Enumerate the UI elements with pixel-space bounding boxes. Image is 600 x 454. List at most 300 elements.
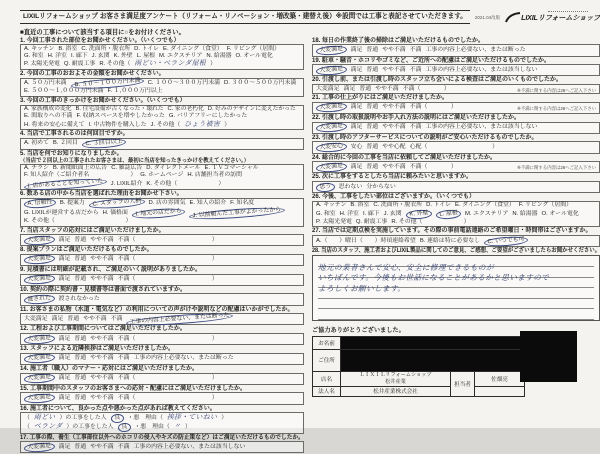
option-line	[24, 139, 300, 148]
corp-label: 法人名	[313, 386, 341, 396]
question-title: 28. 当店のスタッフ、施工者およびLIXIL製品に関してのご意見、ご感想、ご要望がございましたらお聞かせください。	[312, 248, 600, 255]
redaction-block	[520, 331, 577, 382]
circled-option: 工事の内容上必要ない、または断った	[126, 311, 234, 328]
answer-option: F. 知名度	[230, 200, 255, 207]
answer-option: H. 価格面	[102, 209, 128, 216]
form-instruction: ■直近の工事について該当する項目に○をお付けください。	[20, 28, 185, 36]
question-title: 24. 総合的に今回の工事を当店に依頼してご満足いただけましたか。	[312, 154, 497, 161]
answer-box	[20, 441, 304, 453]
answer-option: 不満	[409, 66, 422, 73]
question-21	[312, 95, 600, 114]
answer-option: L. 屋根	[136, 53, 155, 60]
answer-option: B. 連絡は特に必要なし	[419, 237, 481, 244]
answer-option: ）	[224, 121, 231, 128]
answer-option: A. ５０万円未満	[24, 80, 67, 87]
answer-box	[20, 313, 304, 325]
answer-option: やや不満	[90, 443, 114, 450]
circled-option: 良	[117, 423, 131, 433]
answer-option: D. ダイレクトメール	[146, 165, 201, 172]
answer-option: ）の工事をした人	[66, 423, 114, 430]
option-line	[24, 394, 300, 403]
answer-option: 満足	[58, 443, 71, 450]
answer-option: 満足	[350, 66, 363, 73]
question-3	[20, 98, 304, 130]
option-line	[316, 46, 596, 55]
question-title: 27. 当店では定期点検を実施しています。その際の事前電話連絡のご希望曜日・時間帯はございますか。	[312, 228, 592, 235]
question-13	[20, 346, 304, 365]
question-title: 13. スタッフによる近隣挨拶はご満足いただけましたか。	[20, 346, 175, 353]
name-value-redacted	[341, 336, 525, 349]
option-line	[24, 60, 300, 68]
answer-option: 普通	[74, 394, 87, 401]
option-line	[316, 66, 596, 75]
answer-box	[312, 122, 600, 134]
answer-option: （	[24, 423, 30, 430]
question-title: 22. 引渡し時の取扱説明やお手入れ方法の説明にはご満足いただけましたか。	[312, 115, 521, 122]
answer-option: 不満	[117, 355, 130, 362]
question-title: 15. 工事期間中のスタッフのお客さまへの応対・配慮にはご満足いただけましたか。	[20, 385, 247, 392]
answer-option: 不満（ ）	[117, 375, 218, 382]
question-title: 19. 駐車・騒音・ホコリやゴミなど、ご近所への配慮はご満足いただけるものでしたか。	[312, 57, 551, 64]
question-title: 8. 提案プランはご満足いただけるものでしたか。	[20, 247, 153, 254]
answer-option: やや不満	[83, 315, 107, 322]
option-line	[24, 113, 300, 120]
answer-box	[20, 412, 304, 433]
circled-option: 大変満足	[24, 254, 55, 265]
answer-option: 不満（ ）	[117, 276, 218, 283]
answer-option: やや不満	[90, 394, 114, 401]
option-line	[316, 210, 596, 219]
circled-option: I. 地元の店だから	[132, 207, 186, 220]
thanks-message: ご協力ありがとうございました。	[312, 326, 405, 334]
answer-option: 不満	[409, 46, 422, 53]
question-title: 11. お客さまの私物（水道・電気など）の利用についての声がけや説明などの配慮はいかがでしたか。	[20, 306, 294, 313]
answer-option: F. 知人紹介（ご紹介者名 ）	[24, 172, 137, 179]
note-text: ※不満に関する内容は28へご記入下さい	[517, 88, 596, 94]
circled-option: 大変満足	[24, 235, 55, 246]
answer-option: H. 将来の安心に備えて	[24, 121, 85, 128]
logo-text: LIXILリフォームショップ	[521, 12, 600, 22]
answer-option: 普通	[359, 85, 372, 92]
circled-option: 大変満足	[24, 334, 55, 345]
circled-option: 渡された	[24, 294, 55, 305]
option-line	[24, 218, 300, 225]
answer-option: 不満	[409, 124, 422, 131]
circled-option: 大変安心	[316, 142, 347, 153]
answer-option: Q. 耐震工事	[355, 218, 388, 225]
answer-box	[20, 274, 304, 286]
answer-option: 満足	[58, 375, 71, 382]
answer-option: Q. 耐震工事	[63, 61, 96, 68]
answer-option: K. 外壁	[113, 53, 133, 60]
answer-box	[20, 164, 304, 191]
option-line	[316, 219, 596, 226]
answer-option: 渡されなかった	[58, 295, 100, 302]
answer-box	[20, 373, 304, 385]
shop-value-line2: 松井産業	[385, 378, 406, 385]
answer-option: 不満（ ）	[409, 104, 457, 111]
handwritten-text: ベランダ	[33, 422, 63, 430]
answer-option: 安心	[350, 143, 363, 150]
answer-option: 満足	[58, 394, 71, 401]
staff-label: 担当者	[451, 371, 475, 396]
answer-box	[312, 44, 600, 56]
answer-option: N. 給湯器	[206, 53, 232, 60]
answer-option: 不満	[110, 315, 123, 322]
question-title: 21. 工事の仕上がりにはご満足いただけましたか。	[312, 95, 449, 102]
answer-box	[312, 235, 600, 247]
answer-option: 分からない	[366, 183, 396, 190]
question-title: 1. 今回工事された部位をお聞かせください。（いくつでも）	[20, 37, 180, 44]
answer-option: E. ダイニング（食堂）	[455, 202, 515, 209]
answer-option: R. その他（ ）	[391, 218, 470, 225]
answer-option: 普通	[74, 276, 87, 283]
circled-option: 大変満足	[316, 45, 347, 56]
answer-option: 満足	[350, 46, 363, 53]
question-columns	[20, 37, 600, 454]
comment-line	[318, 267, 594, 283]
circled-option: 大変満足	[24, 393, 55, 404]
question-7	[20, 228, 304, 247]
shop-value	[341, 371, 451, 386]
answer-option: H. 店舗担当者の訪問	[187, 172, 242, 179]
option-line	[24, 236, 300, 245]
answer-option: やや不満	[90, 375, 114, 382]
answer-option: やや不満	[382, 46, 406, 53]
answer-option: N. 給湯器	[512, 210, 538, 217]
circled-option: C. ３回目以上	[81, 138, 126, 150]
answer-option: I. 廊下	[362, 210, 380, 217]
option-line	[24, 354, 300, 363]
question-title: 12. 工程および工事期間についてはご満足いただけましたか。	[20, 326, 186, 333]
option-line	[24, 255, 300, 264]
answer-option: 普通	[74, 443, 87, 450]
answer-option: F. リビング（居間）	[226, 45, 280, 52]
answer-option: B. ２回目	[52, 140, 78, 147]
question-22	[312, 115, 600, 134]
answer-option: C. 雑誌広告	[111, 165, 143, 172]
option-line	[24, 414, 300, 423]
answer-option: 満足	[350, 104, 363, 111]
header	[20, 10, 600, 24]
answer-option: 普通	[366, 66, 379, 73]
right-column	[312, 38, 600, 454]
answer-option: D. 好みのデザインに変えたかった	[207, 106, 296, 113]
answer-option: 不満（ ）	[409, 163, 457, 170]
question-title: 25. 次に工事をするとしたら当店に頼みたいと思いますか。	[312, 174, 473, 181]
answer-option: 普通	[366, 104, 379, 111]
table-row	[313, 349, 525, 371]
answer-option: E. 間取りへの不満	[24, 113, 73, 120]
question-title: 17. 工事の際、養生（工事部位以外へのホコリの侵入やキズの防止策など）はご満足いただけるものでしたか。	[20, 434, 304, 441]
answer-option: ）	[210, 61, 217, 68]
question-title: 9. 見積書には明細が記載され、ご満足のいく説明がありましたか。	[20, 267, 202, 274]
question-title: 10. 契約の際に契約書・見積書等は書面で渡されていますか。	[20, 286, 187, 293]
table-row	[313, 386, 525, 396]
option-line	[24, 206, 300, 219]
answer-option: B. 浴室	[350, 202, 370, 209]
question-title: 23. 引渡し時のアフターサービスについての説明がご安心いただけるものでしたか。	[312, 134, 538, 141]
question-20	[312, 77, 600, 94]
answer-option: やや不満	[382, 104, 406, 111]
circled-option: 良	[110, 413, 124, 423]
question-title: 2. 今回の工事のおおよその金額をお聞かせください。	[20, 71, 165, 78]
circled-option: K. 外壁	[405, 209, 432, 220]
question-title: 26. 今後、工事をしたい部位はございますか。（いくつでも）	[312, 194, 476, 201]
circled-option: 大変満足	[24, 373, 55, 384]
answer-option: ）	[221, 414, 228, 421]
answer-box	[20, 198, 304, 227]
question-16	[20, 406, 304, 434]
form-title: LIXILリフォームショップ お客さま満足度アンケート（リフォーム・リノベーション・増改築・建替え後）※設問では工事と表記させていただきます。	[20, 10, 470, 24]
answer-option: 普通	[74, 375, 87, 382]
question-15	[20, 386, 304, 405]
answer-option: 満足	[58, 256, 71, 263]
comment-line	[318, 309, 594, 320]
option-line	[316, 86, 596, 93]
question-11	[20, 307, 304, 326]
answer-box	[20, 293, 304, 305]
answer-option: M. エクステリア	[464, 210, 509, 217]
answer-option: G. ホームページ	[140, 172, 184, 179]
answer-option: ・悪 理由（	[127, 414, 163, 421]
question-12	[20, 326, 304, 345]
handwritten-text: 〃	[173, 422, 181, 430]
answer-option: 不満（ ）	[402, 85, 450, 92]
answer-option: D. 店の雰囲気	[148, 200, 186, 207]
answer-option: 満足	[343, 85, 356, 92]
name-label: お名前	[313, 336, 341, 349]
handwritten-text: いちばんです。今後もお世話になることがあるかと思いますので	[318, 273, 550, 283]
answer-option: E. ＴＶコマーシャル	[204, 165, 259, 172]
answer-box	[20, 44, 304, 70]
question-14	[20, 366, 304, 385]
answer-option: 普通	[67, 315, 80, 322]
answer-option: A. キッチン	[316, 202, 347, 209]
answer-box	[20, 138, 304, 150]
answer-box	[20, 392, 304, 404]
answer-option: G. 和室	[24, 53, 44, 60]
option-line	[316, 183, 596, 192]
circled-option: 思う	[316, 182, 335, 192]
answer-option: 普通	[366, 143, 379, 150]
answer-option: E. 知人の紹介	[189, 200, 227, 207]
option-line	[316, 163, 596, 172]
question-18	[312, 38, 600, 57]
answer-option: 工事の内容上必要ない、または該当しない	[425, 66, 538, 73]
answer-option: O. オール電化	[541, 210, 579, 217]
answer-option: I. 廊下	[70, 53, 88, 60]
answer-option: A.（ ）曜日（ ）時頃連絡希望	[316, 237, 416, 244]
answer-option: B. 住宅設備が古くなった・壊れた	[75, 106, 164, 113]
circled-option: A. 信頼性	[24, 198, 56, 209]
answer-option: 普通	[366, 46, 379, 53]
answer-box	[20, 333, 304, 345]
comment-line	[318, 299, 594, 310]
answer-option: ）	[184, 423, 191, 430]
revision-label: 2021.04改版	[474, 15, 501, 20]
shop-label: 店名	[313, 371, 341, 386]
answer-option: C. 洗面所・脱衣所	[373, 202, 423, 209]
question-title: 6. 数ある店の中から当店を選ばれた理由をお聞かせ下さい。	[20, 191, 183, 198]
customer-info-footer	[312, 336, 600, 397]
answer-option: R. その他（	[99, 61, 131, 68]
answer-option: 普通	[74, 355, 87, 362]
answer-option: F. 収納スペースを増やしたかった	[76, 113, 165, 120]
question-title: 5. 当店を何でお知りになりましたか。	[20, 151, 123, 158]
option-line	[24, 312, 300, 326]
answer-option: やや不満	[382, 124, 406, 131]
question-1	[20, 38, 304, 70]
answer-option: ・悪 理由（	[134, 423, 170, 430]
question-title: 3. 今回の工事のきっかけをお聞かせください。（いくつでも）	[20, 98, 186, 105]
question-title: 20. 引渡し前、または引渡し時のスタッフ立ち会いによる検査はご満足のいくものでしたか。	[312, 77, 563, 84]
answer-option: H. 洋室	[47, 53, 67, 60]
question-5	[20, 151, 304, 190]
option-line	[24, 172, 300, 179]
answer-option: 不満（ ）	[117, 335, 218, 342]
answer-box	[20, 78, 304, 97]
answer-option: E. ５００～１,０００万円未満	[24, 88, 104, 95]
question-10	[20, 287, 304, 306]
option-line	[24, 443, 300, 452]
answer-option: やや不満	[375, 85, 399, 92]
staff-value-empty	[475, 386, 525, 396]
answer-box	[312, 201, 600, 228]
answer-option: F. １,０００万円以上	[107, 88, 163, 95]
answer-box	[20, 234, 304, 246]
circled-option: 大変満足	[316, 162, 347, 173]
table-row	[313, 336, 525, 349]
question-17	[20, 435, 304, 454]
customer-info-table	[312, 336, 525, 397]
answer-option: 不満	[117, 443, 130, 450]
answer-box	[312, 141, 600, 153]
question-9	[20, 267, 304, 286]
handwritten-text: 雨どい・ベランダ屋根	[134, 60, 207, 68]
answer-option: ）の工事をした人	[59, 414, 107, 421]
comment-line	[318, 257, 594, 272]
answer-option: 普通	[366, 163, 379, 170]
answer-option: P. 太陽光発電	[316, 218, 352, 225]
circled-option: 大変満足	[24, 442, 55, 453]
circled-option: C. いつでも可	[484, 235, 529, 247]
logo-swoosh-icon	[505, 12, 521, 23]
answer-option: やや不満	[382, 163, 406, 170]
answer-box	[312, 102, 600, 114]
answer-box	[20, 254, 304, 266]
answer-option: J. 玄関	[91, 53, 110, 60]
answer-option: やや心配	[382, 143, 406, 150]
answer-option: J. 玄関	[383, 210, 402, 217]
answer-option: K. その他（ ）	[146, 180, 225, 187]
option-line	[24, 79, 300, 88]
answer-option: A. チラシ	[24, 165, 49, 172]
question-23	[312, 135, 600, 154]
circled-option: 大変満足	[316, 122, 347, 133]
answer-option: やや不満	[90, 335, 114, 342]
answer-option: D. トイレ	[134, 45, 160, 52]
option-line	[316, 103, 596, 112]
answer-box	[20, 353, 304, 365]
answer-option: 満足	[58, 335, 71, 342]
answer-option: K. その他（ ）	[24, 217, 132, 224]
question-24	[312, 155, 600, 174]
answer-option: 工事の内容上必要ない、または断った	[133, 355, 234, 362]
answer-option: C. 家の老朽化	[167, 106, 204, 113]
answer-option: J. LIXIL紹介	[110, 180, 143, 187]
address-label: ご住所	[313, 349, 341, 371]
question-title: 16. 施工者について、良かった点や悪かった点があれば教えてください。	[20, 405, 216, 412]
circled-option: 大変満足	[24, 274, 55, 285]
question-8	[20, 247, 304, 266]
answer-option: B. 新聞紙面上の広告	[52, 165, 108, 172]
address-value-redacted	[341, 349, 525, 371]
answer-option: やや不満	[90, 355, 114, 362]
answer-option: 不満（ ）	[117, 236, 218, 243]
answer-option: 普通	[366, 124, 379, 131]
answer-option: 工事の内容上必要ない、または該当しない	[133, 443, 246, 450]
question-28	[312, 248, 600, 321]
answer-option: 心配（ ）	[409, 143, 499, 150]
answer-option: 満足	[350, 163, 363, 170]
option-line	[24, 106, 295, 113]
option-line	[24, 374, 300, 383]
staff-value: 佐畑亮	[475, 371, 525, 386]
answer-option: A. キッチン	[24, 45, 55, 52]
answer-option: 不満（ ）	[117, 256, 218, 263]
shop-value-line1: ＬＩＸＩＬリフォームショップ	[359, 372, 432, 379]
answer-option: H. 洋室	[339, 210, 359, 217]
answer-option: 大変満足	[24, 315, 48, 322]
question-2	[20, 71, 304, 97]
answer-option: 満足	[51, 315, 64, 322]
answer-option: A. 家族構成の変化	[24, 106, 72, 113]
answer-option: 不満（ ）	[117, 394, 218, 401]
option-line	[24, 275, 300, 284]
answer-option: A. 初めて	[24, 140, 49, 147]
answer-box	[312, 161, 600, 173]
option-line	[316, 123, 596, 132]
option-line	[24, 335, 300, 344]
option-line	[24, 121, 300, 129]
handwritten-text: ひょう被害	[184, 120, 221, 128]
answer-option: やや不満	[90, 256, 114, 263]
option-line	[24, 295, 300, 304]
question-title: 4. 当店で工事されるのは何回目ですか。	[20, 131, 129, 138]
answer-box	[20, 105, 304, 131]
answer-option: G. LIXILが運営する店だから	[24, 209, 99, 216]
answer-option: 満足	[58, 236, 71, 243]
circled-option: C. スタッフの人柄	[88, 197, 144, 210]
answer-option: 普通	[74, 335, 87, 342]
option-line	[316, 237, 596, 246]
question-subtitle: （当店で２回以上の工事されたお客さまは、最初に当店を知ったきっかけを教えてください。）	[20, 157, 250, 164]
note-text: ※不満に関する内容は28へご記入下さい	[517, 165, 596, 171]
answer-box	[312, 84, 600, 94]
answer-box	[312, 181, 600, 193]
handwritten-text: 挨拶・ていねい	[166, 413, 218, 421]
option-line	[24, 177, 300, 190]
answer-option: M. エクステリア	[158, 53, 203, 60]
option-line	[316, 143, 596, 152]
corp-value: 松井産業株式会社	[341, 386, 451, 396]
answer-option: B. 浴室	[58, 45, 78, 52]
answer-option: E. ダイニング（食堂）	[163, 45, 223, 52]
answer-option: O. オール電化	[235, 53, 273, 60]
answer-option: 満足	[58, 276, 71, 283]
circled-option: 大変満足	[24, 353, 55, 364]
